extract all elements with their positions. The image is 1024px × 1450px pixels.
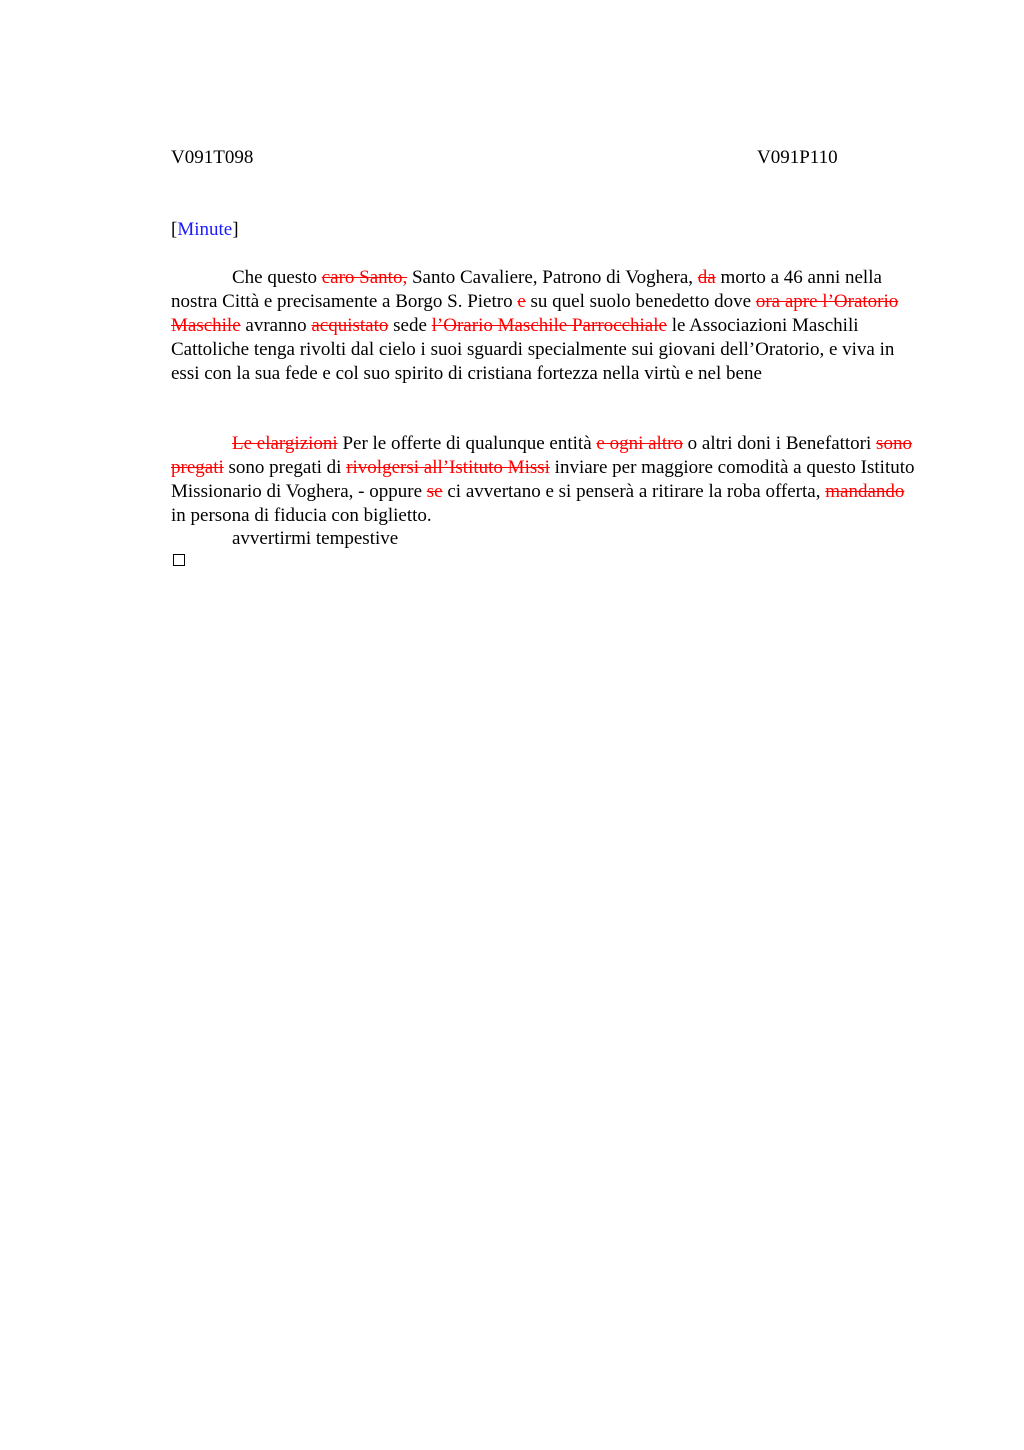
document-code-left: V091T098 (171, 147, 254, 168)
deleted-text: e (517, 291, 526, 312)
deleted-text: ora apre l’Oratorio Maschile (171, 291, 899, 336)
deleted-text: da (697, 267, 716, 288)
text-segment: Santo Cavaliere, Patrono di Voghera, (407, 267, 698, 288)
paragraph-2 (171, 432, 916, 528)
text-segment: inviare per maggiore comodità a questo Istituto Missionario di Voghera, - oppure (171, 457, 915, 502)
label-bracket-open: [ (171, 219, 178, 240)
text-segment: sede (388, 315, 432, 336)
text-segment: o altri doni i Benefattori (682, 433, 877, 454)
text-segment: le Associazioni Maschili Cattoliche tenga rivolti dal cielo i suoi sguardi specialmente sui giovani dell’Oratorio, e viva in essi con la sua fede e col suo spirito di cristiana fortezza nella virtù e nel bene (171, 315, 895, 384)
text-segment: avranno (240, 315, 312, 336)
text-segment: ci avvertano e si penserà a ritirare la roba offerta, (442, 481, 826, 502)
text-segment: in persona di fiducia con biglietto. (171, 505, 432, 526)
empty-square-marker (173, 554, 185, 566)
deleted-text: acquistato (311, 315, 389, 336)
deleted-text: mandando (825, 481, 905, 502)
text-segment: Che questo (232, 267, 322, 288)
text-segment: sono pregati di (223, 457, 347, 478)
text-segment: su quel suolo benedetto dove (525, 291, 756, 312)
deleted-text: Le elargizioni (232, 433, 338, 454)
label-minute: Minute (177, 219, 233, 240)
text-segment: morto a 46 anni nella nostra Città e precisamente a Borgo S. Pietro (171, 267, 882, 312)
deleted-text: sono pregati (171, 433, 912, 478)
deleted-text: caro Santo, (321, 267, 408, 288)
note-line: avvertirmi tempestive (232, 528, 399, 549)
document-code-right: V091P110 (757, 147, 838, 168)
paragraph-1 (171, 266, 916, 386)
deleted-text: rivolgersi all’Istituto Missi (346, 457, 550, 478)
section-label (171, 218, 239, 242)
deleted-text: se (426, 481, 443, 502)
deleted-text: l’Orario Maschile Parrocchiale (431, 315, 667, 336)
label-bracket-close: ] (232, 219, 239, 240)
text-segment: Per le offerte di qualunque entità (337, 433, 597, 454)
deleted-text: e ogni altro (596, 433, 683, 454)
